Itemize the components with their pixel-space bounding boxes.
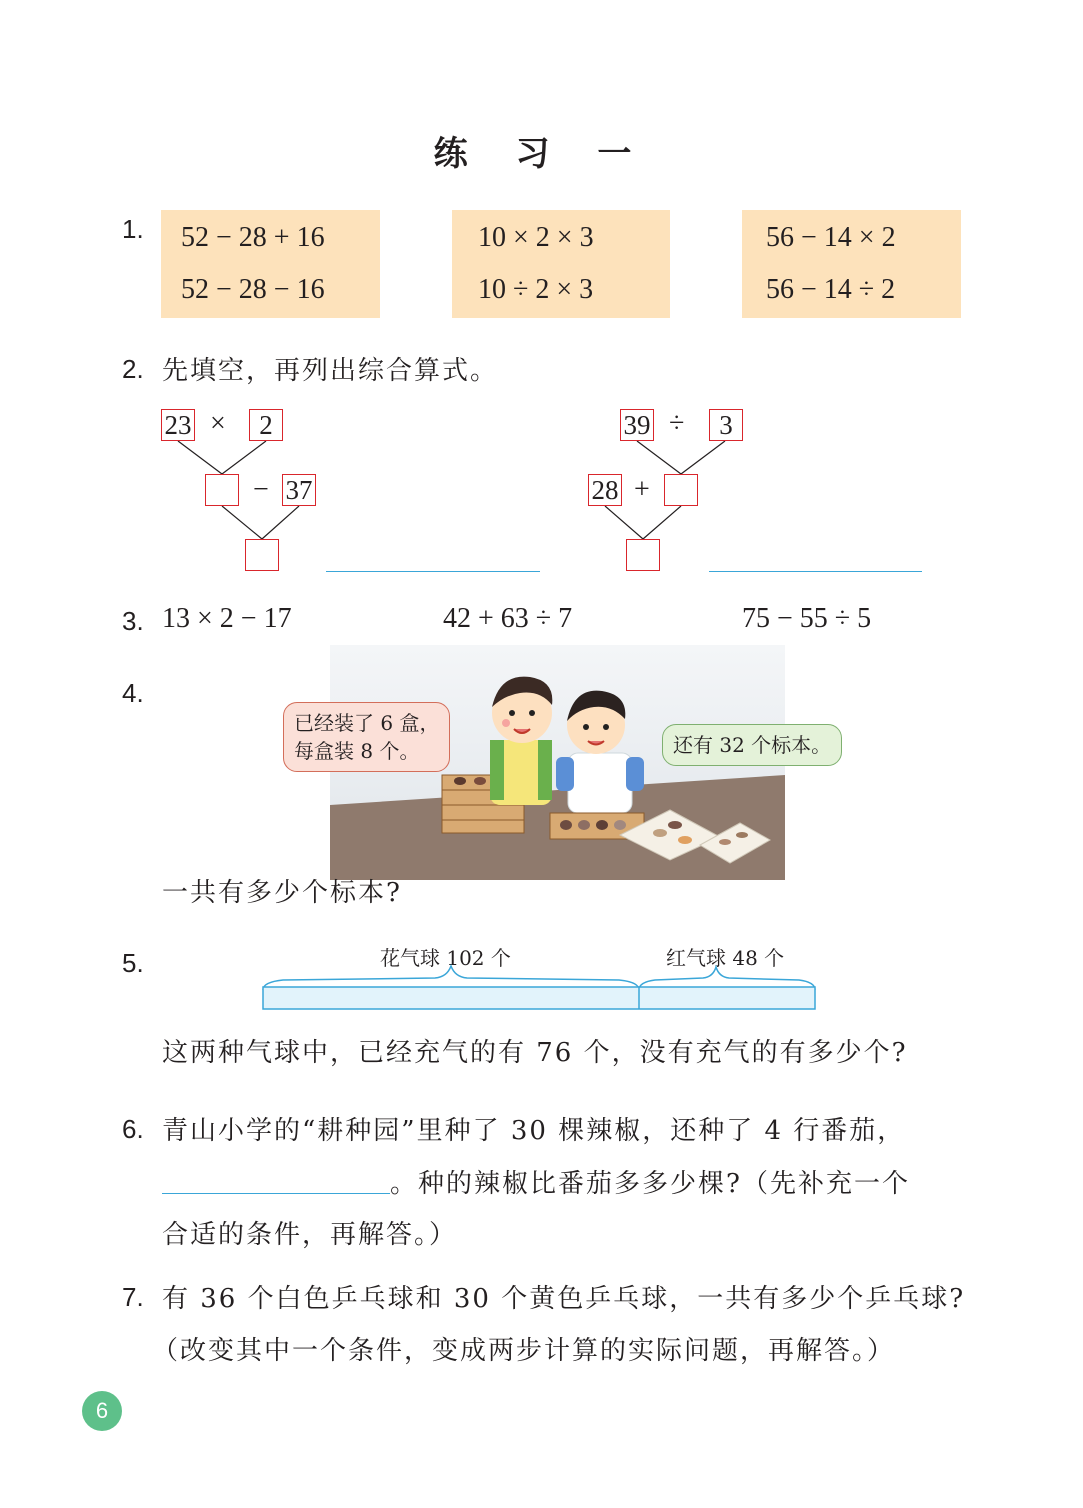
question-7-number: 7. bbox=[122, 1282, 144, 1312]
q2-left-box-b: 2 bbox=[249, 409, 283, 441]
question-2-number: 2. bbox=[122, 354, 144, 384]
q1-expr: 56 − 14 ÷ 2 bbox=[766, 274, 896, 305]
q2-left-box-a: 23 bbox=[161, 409, 195, 441]
q2-left-blank-1[interactable] bbox=[205, 474, 239, 506]
question-6-line-3: 合适的条件，再解答。） bbox=[162, 1220, 458, 1250]
page-title: 练 习 一 bbox=[433, 134, 650, 174]
question-4-number: 4. bbox=[122, 678, 144, 708]
q5-segment-diagram bbox=[255, 960, 825, 1015]
q2-right-box-a: 39 bbox=[620, 409, 654, 441]
q3-expr-3: 75 − 55 ÷ 5 bbox=[742, 603, 872, 634]
q1-expr: 52 − 28 + 16 bbox=[181, 222, 325, 253]
speech-bubble-left bbox=[283, 702, 450, 772]
q3-expr-2: 42 + 63 ÷ 7 bbox=[443, 603, 573, 634]
question-5-text: 这两种气球中，已经充气的有 76 个，没有充气的有多少个? bbox=[162, 1038, 908, 1068]
question-3-number: 3. bbox=[122, 606, 144, 636]
q3-expr-1: 13 × 2 − 17 bbox=[162, 603, 292, 634]
q5-label-red-balloons: 红气球 48 个 bbox=[666, 946, 785, 970]
q2-right-op1: ÷ bbox=[669, 408, 685, 439]
speech-bubble-right: 还有 32 个标本。 bbox=[662, 724, 842, 766]
question-6-line-2: 。种的辣椒比番茄多多少棵?（先补充一个 bbox=[390, 1169, 910, 1199]
q2-left-op1: × bbox=[210, 408, 226, 439]
q2-right-answer-line[interactable] bbox=[709, 571, 922, 572]
bubble-left-line-2: 每盒装 8 个。 bbox=[294, 739, 420, 763]
bubble-left-line-1: 已经装了 6 盒， bbox=[294, 711, 440, 735]
q6-condition-blank[interactable] bbox=[162, 1193, 390, 1194]
q2-left-answer-line[interactable] bbox=[326, 571, 540, 572]
bar-total bbox=[263, 987, 815, 1009]
q1-expr: 52 − 28 − 16 bbox=[181, 274, 325, 305]
question-6-number: 6. bbox=[122, 1114, 144, 1144]
q2-left-blank-2[interactable] bbox=[245, 539, 279, 571]
page-number-badge: 6 bbox=[82, 1391, 122, 1431]
q2-left-box-c: 37 bbox=[282, 474, 316, 506]
q2-right-blank-2[interactable] bbox=[626, 539, 660, 571]
question-4-text: 一共有多少个标本? bbox=[162, 878, 402, 908]
q5-label-flower-balloons: 花气球 102 个 bbox=[380, 946, 511, 970]
q2-right-op2: + bbox=[634, 474, 650, 505]
q1-expr: 10 ÷ 2 × 3 bbox=[478, 274, 594, 305]
q2-right-box-c: 28 bbox=[588, 474, 622, 506]
boy-left bbox=[490, 677, 552, 805]
question-5-number: 5. bbox=[122, 948, 144, 978]
q2-left-op2: − bbox=[253, 474, 269, 505]
q2-right-blank-1[interactable] bbox=[664, 474, 698, 506]
question-1-number: 1. bbox=[122, 214, 144, 244]
q2-right-box-b: 3 bbox=[709, 409, 743, 441]
q2-tree-lines bbox=[0, 0, 1083, 620]
question-2-text: 先填空，再列出综合算式。 bbox=[162, 356, 499, 386]
question-6-line-1: 青山小学的“耕种园”里种了 30 棵辣椒，还种了 4 行番茄， bbox=[162, 1116, 906, 1146]
question-7-line-1: 有 36 个白色乒乓球和 30 个黄色乒乓球，一共有多少个乒乓球? bbox=[162, 1284, 966, 1314]
question-7-line-2: （改变其中一个条件，变成两步计算的实际问题，再解答。） bbox=[152, 1336, 896, 1366]
q1-expr: 56 − 14 × 2 bbox=[766, 222, 896, 253]
q1-expr: 10 × 2 × 3 bbox=[478, 222, 594, 253]
